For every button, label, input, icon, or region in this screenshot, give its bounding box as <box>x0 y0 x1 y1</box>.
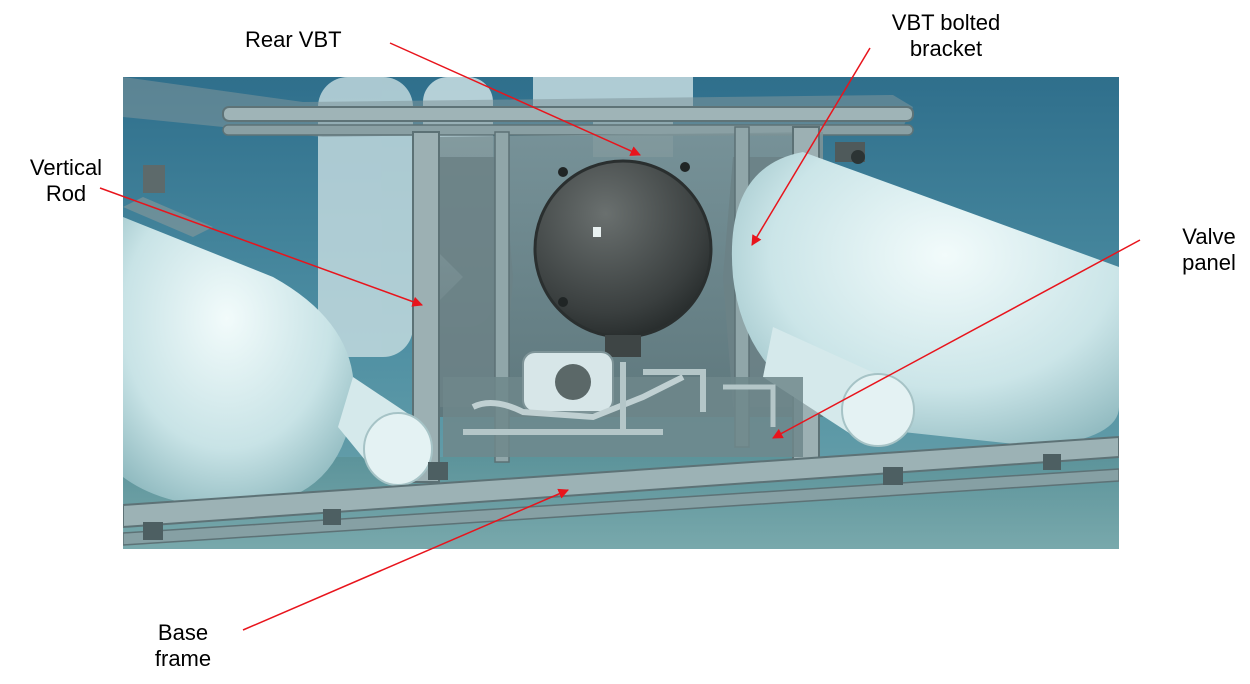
label-base-frame-line1: Base <box>157 620 209 645</box>
label-vertical-rod <box>18 155 114 207</box>
label-valve-panel-line2: panel <box>1182 250 1236 275</box>
label-vertical-rod-line2: Rod <box>45 181 87 206</box>
label-valve-panel-line1: Valve <box>1182 224 1236 249</box>
label-rear-vbt-text: Rear VBT <box>245 27 342 52</box>
label-rear-vbt <box>245 27 342 53</box>
label-vbt-bolted-bracket <box>878 10 1014 62</box>
label-vertical-rod-line1: Vertical <box>29 155 103 180</box>
label-vbt-bracket-line2: bracket <box>909 36 983 61</box>
label-base-frame-line2: frame <box>154 646 212 671</box>
underwater-vehicle-render <box>123 77 1119 549</box>
label-base-frame <box>150 620 216 672</box>
label-valve-panel <box>1176 224 1242 276</box>
label-vbt-bracket-line1: VBT bolted <box>891 10 1001 35</box>
